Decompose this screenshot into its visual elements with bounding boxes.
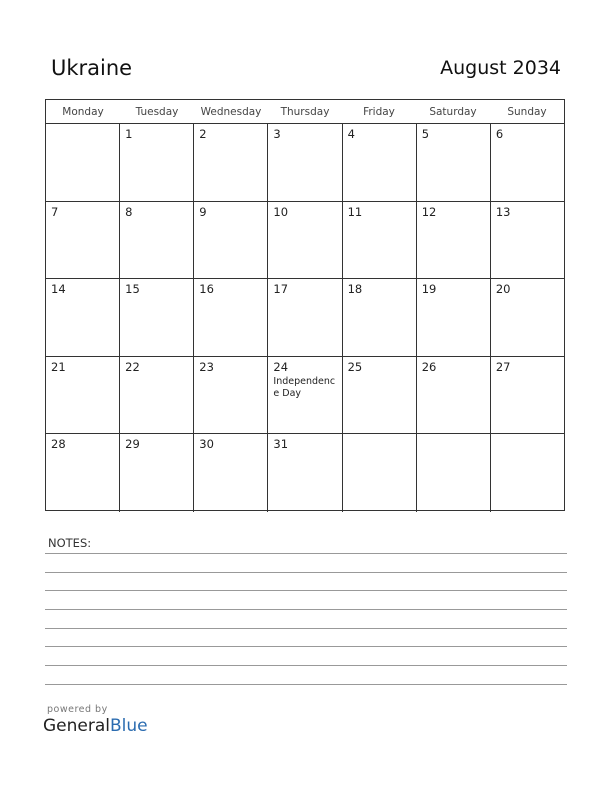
- day-number: 1: [125, 127, 133, 141]
- calendar-grid: [45, 99, 565, 511]
- day-cell: [46, 357, 120, 434]
- day-cell: [343, 434, 417, 512]
- day-number: 7: [51, 204, 59, 219]
- day-cell: [194, 357, 268, 434]
- holiday-label: Independence Day: [273, 375, 336, 399]
- notes-line: [45, 665, 567, 666]
- day-cell: [120, 357, 194, 434]
- day-cell: [120, 279, 194, 356]
- day-number: 2: [199, 127, 207, 141]
- day-cell: [268, 279, 342, 356]
- day-number: 25: [347, 359, 363, 374]
- notes-line: [45, 609, 567, 610]
- day-cell: [417, 279, 491, 356]
- day-number: 6: [495, 127, 504, 141]
- day-number: 12: [421, 204, 437, 219]
- day-number: 28: [51, 437, 66, 452]
- day-number: 14: [51, 282, 66, 297]
- week-row: [46, 202, 564, 280]
- day-number: 27: [495, 359, 511, 374]
- brand-general: General: [43, 716, 110, 736]
- day-cell: [46, 434, 120, 512]
- day-cell: [491, 124, 564, 201]
- day-number: 31: [273, 437, 289, 452]
- day-number: 21: [51, 359, 66, 374]
- day-cell: [343, 357, 417, 434]
- weekday-header: [46, 100, 564, 124]
- day-cell: [194, 279, 268, 356]
- notes-label: NOTES:: [48, 536, 92, 550]
- day-number: 5: [421, 127, 430, 141]
- day-cell: [194, 202, 268, 279]
- powered-by-text: powered by: [47, 704, 108, 715]
- week-row: [46, 357, 564, 435]
- day-number: 17: [273, 282, 289, 297]
- day-cell: [268, 357, 342, 434]
- weekday-wednesday: Wednesday: [200, 105, 262, 118]
- weekday-sunday: Sunday: [507, 105, 547, 118]
- weekday-tuesday: Tuesday: [135, 105, 179, 118]
- notes-line: [45, 628, 567, 629]
- weekday-saturday: Saturday: [429, 105, 477, 118]
- day-number: 8: [125, 204, 133, 219]
- brand-logo[interactable]: [43, 716, 148, 736]
- day-cell: [343, 202, 417, 279]
- day-number: 4: [347, 127, 355, 141]
- week-row: [46, 434, 564, 512]
- day-number: 13: [495, 204, 511, 219]
- weekday-thursday: Thursday: [280, 105, 330, 118]
- week-row: [46, 124, 564, 202]
- month-title: August 2034: [440, 57, 561, 79]
- day-cell: [46, 279, 120, 356]
- day-cell: [120, 434, 194, 512]
- day-number: 23: [199, 359, 214, 374]
- day-cell: [343, 124, 417, 201]
- notes-line: [45, 646, 567, 647]
- day-cell: [268, 434, 342, 512]
- day-cell: [417, 124, 491, 201]
- day-number: 3: [273, 127, 281, 141]
- brand-blue: Blue: [110, 716, 148, 736]
- day-number: 26: [421, 359, 437, 374]
- day-number: 16: [199, 282, 214, 297]
- weekday-friday: Friday: [363, 105, 395, 118]
- day-number: 22: [125, 359, 140, 374]
- day-number: 29: [125, 437, 140, 452]
- day-cell: [343, 279, 417, 356]
- weekday-monday: Monday: [62, 105, 104, 118]
- day-number: 30: [199, 437, 214, 452]
- day-cell: [194, 434, 268, 512]
- day-cell: [417, 434, 491, 512]
- week-row: [46, 279, 564, 357]
- day-cell: [491, 279, 564, 356]
- country-title: Ukraine: [51, 56, 133, 80]
- day-cell: [417, 202, 491, 279]
- notes-line: [45, 553, 567, 554]
- day-number: 19: [421, 282, 437, 297]
- day-cell: [417, 357, 491, 434]
- day-number: 20: [495, 282, 511, 297]
- day-cell: [194, 124, 268, 201]
- day-number: 10: [273, 204, 289, 219]
- day-cell: [120, 202, 194, 279]
- notes-line: [45, 590, 567, 591]
- day-cell: [491, 434, 564, 512]
- day-cell: [268, 202, 342, 279]
- day-number: 24: [273, 359, 289, 374]
- notes-line: [45, 684, 567, 685]
- day-number: 15: [125, 282, 140, 297]
- day-number: 9: [199, 204, 207, 219]
- day-number: 11: [347, 204, 363, 219]
- day-cell: [268, 124, 342, 201]
- day-cell: [491, 357, 564, 434]
- day-cell: [46, 202, 120, 279]
- notes-line: [45, 572, 567, 573]
- day-cell: [120, 124, 194, 201]
- day-number: 18: [347, 282, 363, 297]
- day-cell: [46, 124, 120, 201]
- day-cell: [491, 202, 564, 279]
